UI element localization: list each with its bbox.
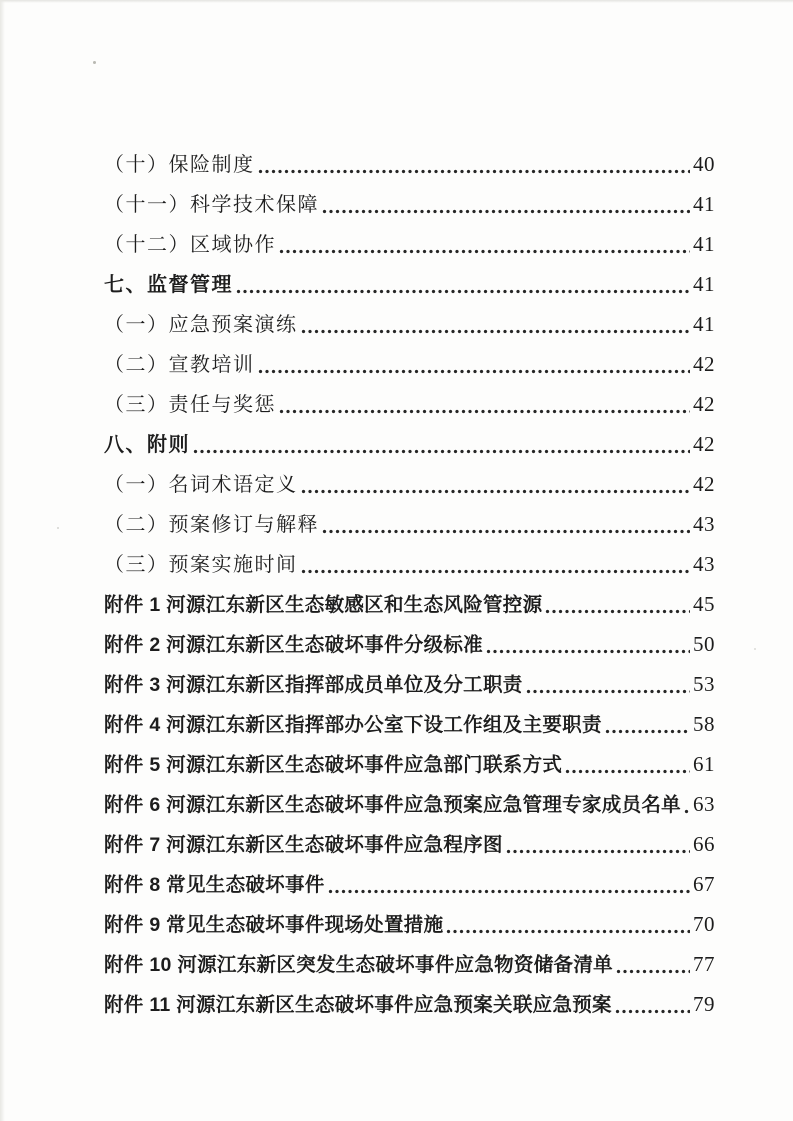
toc-entry-title: （二）预案修订与解释 [104, 514, 319, 536]
scan-speck [57, 527, 59, 529]
toc-entry-title: （一）名词术语定义 [104, 474, 298, 496]
toc-leader-dots [193, 449, 690, 454]
toc-entry [104, 784, 715, 824]
toc-entry [104, 224, 715, 264]
toc-entry-title: 附件 10 河源江东新区突发生态破坏事件应急物资储备清单 [104, 953, 613, 976]
toc-entry-title: 附件 7 河源江东新区生态破坏事件应急程序图 [104, 833, 503, 856]
toc-list [104, 144, 715, 1024]
toc-leader-dots [322, 529, 690, 534]
toc-entry [104, 984, 715, 1024]
toc-entry-title: 附件 1 河源江东新区生态敏感区和生态风险管控源 [104, 593, 543, 616]
toc-leader-dots [605, 729, 690, 734]
toc-leader-dots [545, 609, 690, 614]
toc-entry-page: 50 [693, 632, 715, 656]
toc-entry-title: 附件 9 常见生态破坏事件现场处置措施 [104, 913, 444, 936]
toc-entry [104, 264, 715, 304]
toc-leader-dots [328, 889, 690, 894]
toc-entry-page: 41 [693, 192, 715, 216]
toc-leader-dots [526, 689, 690, 694]
toc-entry [104, 184, 715, 224]
toc-leader-dots [301, 569, 691, 574]
toc-entry-title: 附件 3 河源江东新区指挥部成员单位及分工职责 [104, 673, 523, 696]
toc-leader-dots [279, 409, 690, 414]
toc-leader-dots [322, 209, 690, 214]
toc-leader-dots [565, 769, 690, 774]
toc-entry-title: （一）应急预案演练 [104, 314, 298, 336]
toc-entry-title: 附件 8 常见生态破坏事件 [104, 873, 325, 896]
scan-speck [754, 648, 756, 650]
toc-entry [104, 584, 715, 624]
toc-entry-page: 79 [693, 992, 715, 1016]
toc-entry-page: 42 [693, 352, 715, 376]
toc-leader-dots [615, 1009, 690, 1014]
toc-entry-page: 43 [693, 512, 715, 536]
toc-entry-page: 42 [693, 432, 715, 456]
toc-entry-title: （二）宣教培训 [104, 354, 255, 376]
toc-entry-page: 53 [693, 672, 715, 696]
toc-entry-page: 77 [693, 952, 715, 976]
toc-entry [104, 624, 715, 664]
toc-leader-dots [486, 649, 690, 654]
toc-entry-title: （三）责任与奖惩 [104, 394, 276, 416]
toc-entry-title: 附件 6 河源江东新区生态破坏事件应急预案应急管理专家成员名单 [104, 793, 681, 816]
toc-entry [104, 704, 715, 744]
toc-entry [104, 544, 715, 584]
toc-entry-page: 63 [693, 792, 715, 816]
toc-entry-title: （十）保险制度 [104, 154, 255, 176]
toc-entry-page: 66 [693, 832, 715, 856]
toc-leader-dots [279, 249, 690, 254]
toc-entry [104, 504, 715, 544]
toc-entry-page: 67 [693, 872, 715, 896]
toc-entry [104, 944, 715, 984]
toc-entry-title: 附件 11 河源江东新区生态破坏事件应急预案关联应急预案 [104, 993, 612, 1016]
toc-entry [104, 384, 715, 424]
toc-leader-dots [301, 489, 691, 494]
toc-entry [104, 744, 715, 784]
toc-leader-dots [236, 289, 690, 294]
toc-entry [104, 464, 715, 504]
toc-entry-page: 42 [693, 472, 715, 496]
scan-edge-top [0, 0, 793, 3]
toc-entry-page: 41 [693, 232, 715, 256]
toc-entry-page: 42 [693, 392, 715, 416]
toc-entry-title: （十一）科学技术保障 [104, 194, 319, 216]
toc-entry-title: 附件 4 河源江东新区指挥部办公室下设工作组及主要职责 [104, 713, 602, 736]
toc-leader-dots [506, 849, 690, 854]
scan-speck [93, 61, 96, 64]
toc-leader-dots [684, 809, 690, 814]
toc-entry-title: 附件 2 河源江东新区生态破坏事件分级标准 [104, 633, 483, 656]
toc-entry [104, 344, 715, 384]
toc-entry-title: （三）预案实施时间 [104, 554, 298, 576]
toc-entry-page: 41 [693, 272, 715, 296]
toc-entry-page: 58 [693, 712, 715, 736]
toc-leader-dots [258, 169, 691, 174]
toc-entry [104, 824, 715, 864]
toc-entry [104, 424, 715, 464]
toc-entry-title: 八、附则 [104, 434, 190, 456]
toc-leader-dots [446, 929, 690, 934]
toc-entry [104, 304, 715, 344]
toc-entry [104, 144, 715, 184]
toc-leader-dots [616, 969, 690, 974]
toc-entry-title: （十二）区域协作 [104, 234, 276, 256]
toc-entry-page: 41 [693, 312, 715, 336]
toc-entry-page: 45 [693, 592, 715, 616]
toc-entry [104, 864, 715, 904]
toc-entry-page: 43 [693, 552, 715, 576]
scan-edge-left [0, 0, 5, 1121]
toc-entry-page: 61 [693, 752, 715, 776]
toc-entry-title: 附件 5 河源江东新区生态破坏事件应急部门联系方式 [104, 753, 563, 776]
toc-entry-page: 70 [693, 912, 715, 936]
toc-entry-page: 40 [693, 152, 715, 176]
toc-entry-title: 七、监督管理 [104, 274, 233, 296]
toc-entry [104, 904, 715, 944]
toc-leader-dots [301, 329, 691, 334]
toc-entry [104, 664, 715, 704]
toc-leader-dots [258, 369, 691, 374]
